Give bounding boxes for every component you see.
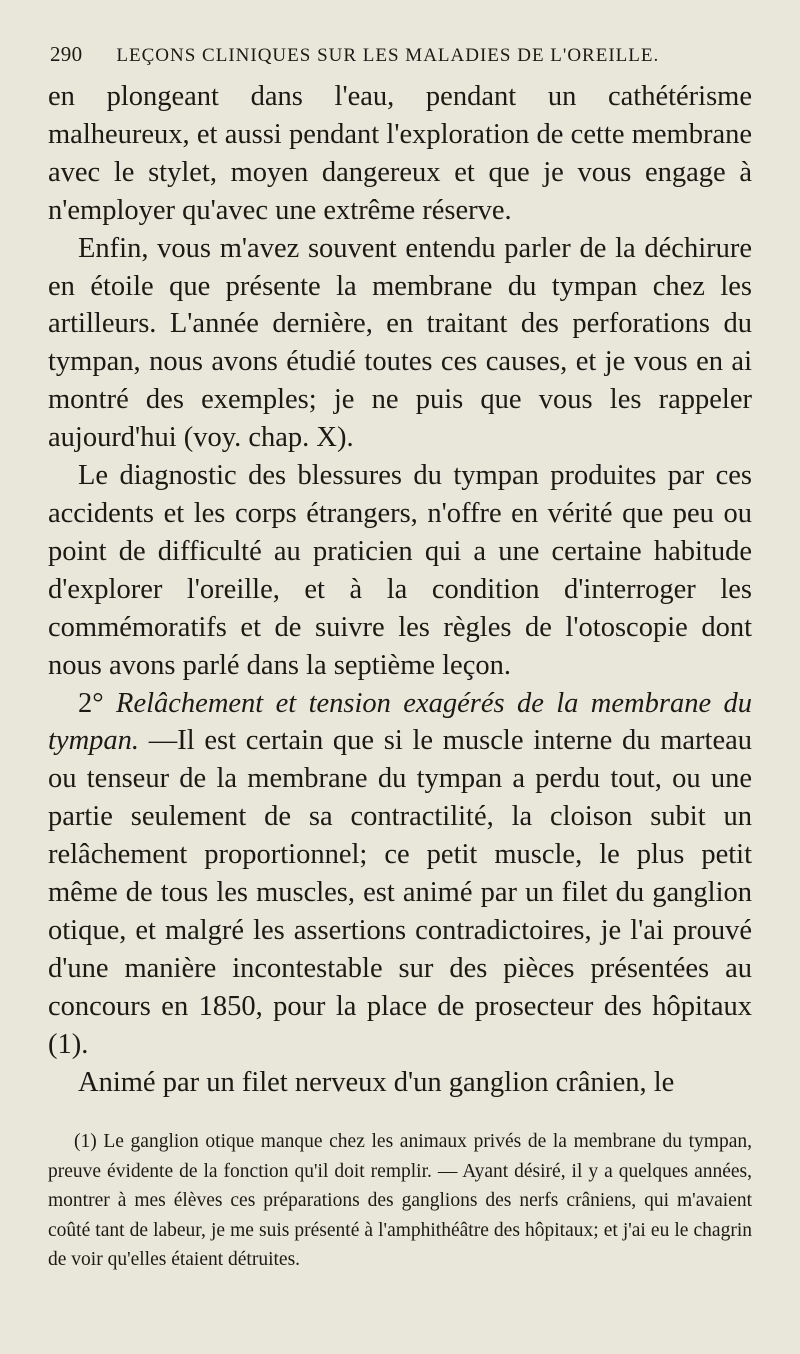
paragraph-artilleurs: Enfin, vous m'avez souvent entendu parler de la déchirure en étoile que présente la membrane du tympan chez les artilleurs. L'année dernière, en traitant des perforations du tympan, nous avons étudié toutes ces causes, et je vous en ai montré des exemples; je ne puis que vous les rappeler aujourd'hui (voy. chap. X). bbox=[48, 232, 752, 454]
paragraph-continued: en plongeant dans l'eau, pendant un cathétérisme malheureux, et aussi pendant l'exploration de cette membrane avec le stylet, moyen dangereux et que je vous engage à n'employer qu'avec une extrême réserve. bbox=[48, 81, 752, 226]
page-number: 290 bbox=[50, 42, 83, 66]
paragraph-anime: Animé par un filet nerveux d'un ganglion crânien, le bbox=[78, 1066, 675, 1098]
page-header bbox=[50, 42, 750, 67]
section-number: 2° bbox=[78, 687, 104, 719]
footnote-1: (1) Le ganglion otique manque chez les animaux privés de la membrane du tympan, preuve évidente de la fonction qu'il doit remplir. — Ayant désiré, il y a quelques années, montrer à mes élèves ces préparations des ganglions des nerfs crâniens, qui m'avaient coûté tant de labeur, je me suis présenté à l'amphithéâtre des hôpitaux; et j'ai eu le chagrin de voir qu'elles étaient détruites. bbox=[48, 1131, 752, 1270]
section-title: Relâchement et tension exagérés de la membrane du tympan. bbox=[48, 687, 752, 757]
paragraph-diagnostic: Le diagnostic des blessures du tympan produites par ces accidents et les corps étrangers, n'offre en vérité que peu ou point de difficulté au praticien qui a une certaine habitude d'explorer l'oreille, et à la condition d'interroger les commémoratifs et de suivre les règles de l'otoscopie dont nous avons parlé dans la septième leçon. bbox=[48, 460, 752, 681]
section-text: —Il est certain que si le muscle interne du marteau ou tenseur de la membrane du tympan a perdu tout, ou une partie seulement de sa contractilité, la cloison subit un relâchement proportionnel; ce petit muscle, le plus petit même de tous les muscles, est animé par un filet du ganglion otique, et malgré les assertions contradictoires, je l'ai prouvé d'une manière incontestable sur des pièces présentées au concours en 1850, pour la place de prosecteur des hôpitaux (1). bbox=[48, 725, 752, 1060]
paragraph-relachement bbox=[48, 685, 752, 1064]
main-text bbox=[48, 78, 752, 1101]
running-title: LEÇONS CLINIQUES SUR LES MALADIES DE L'OREILLE. bbox=[116, 45, 660, 66]
footnotes bbox=[48, 1127, 752, 1275]
